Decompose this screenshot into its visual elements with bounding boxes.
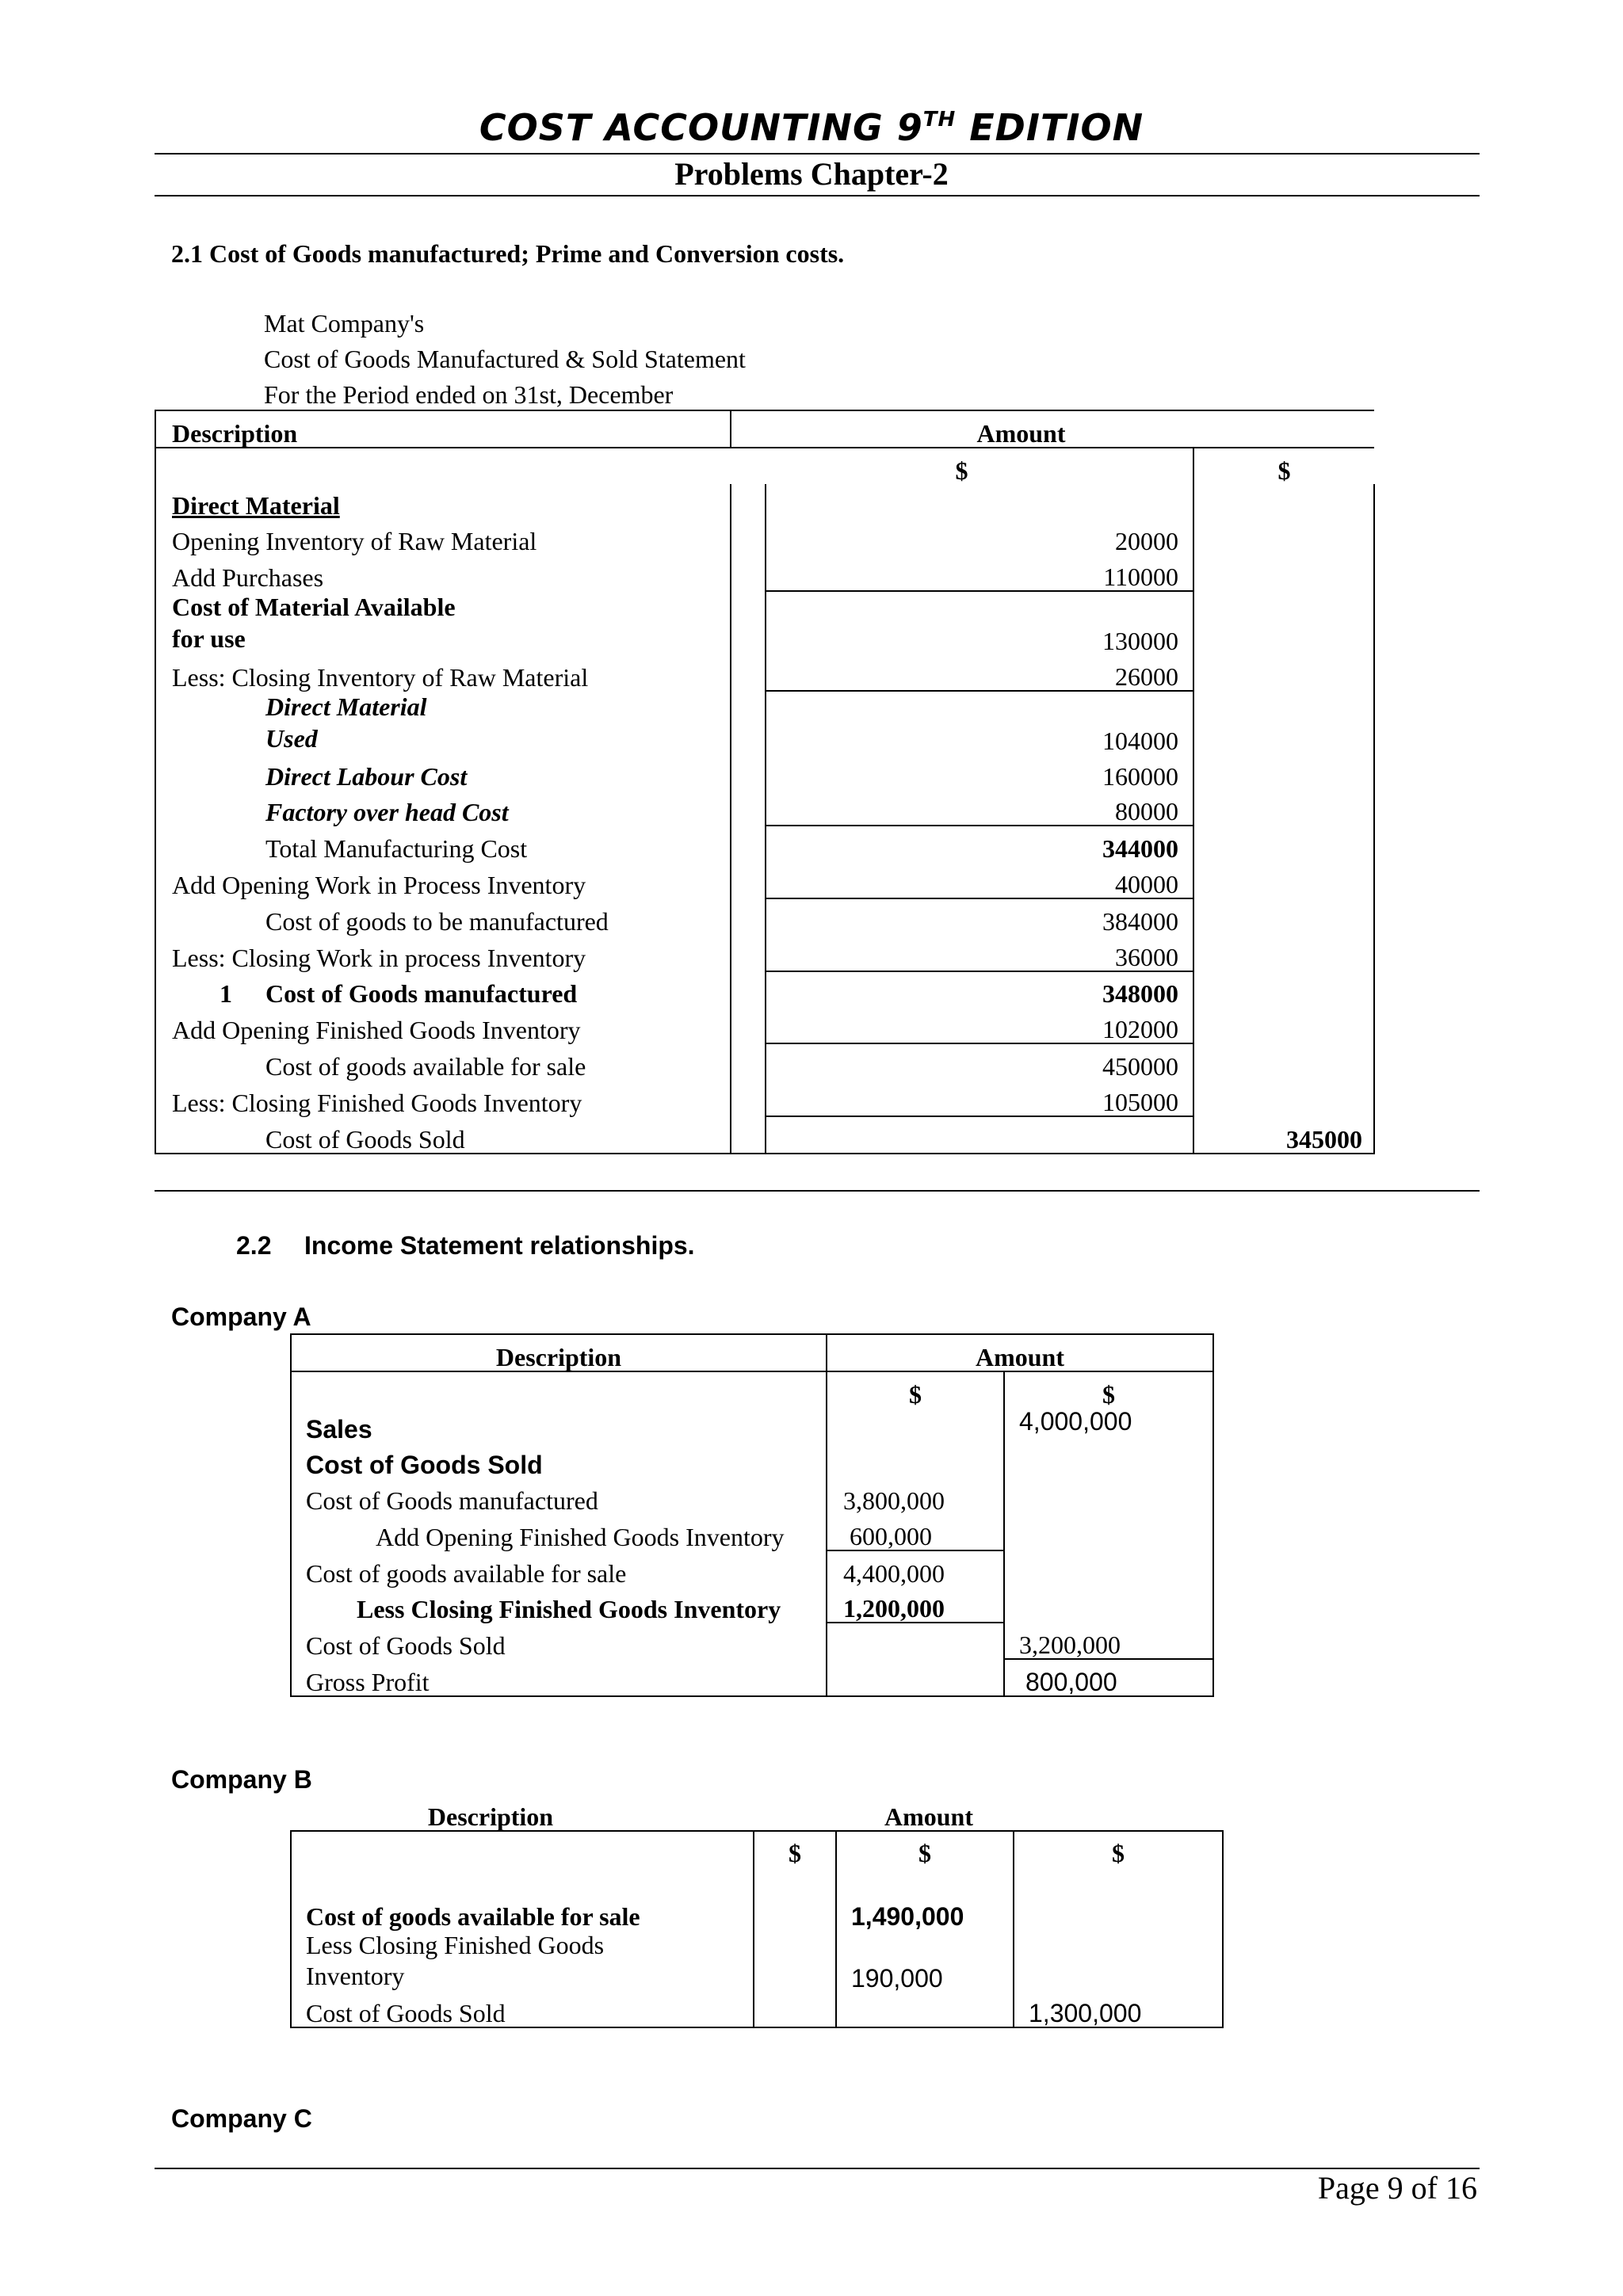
table-row: [155, 1007, 1374, 1043]
row-amount: 40000: [766, 862, 1193, 898]
row-label: Cost of Goods Sold: [155, 1116, 731, 1154]
row-label: Direct Labour Cost: [155, 754, 731, 790]
title-main: COST ACCOUNTING 9: [479, 106, 923, 149]
row-amount-a: 3,800,000: [827, 1478, 1004, 1514]
section-number: 2.2: [236, 1231, 272, 1260]
row-amount-a: 190,000: [836, 1930, 1014, 1992]
row-amount: 160000: [766, 754, 1193, 790]
row-amount: 450000: [766, 1043, 1193, 1080]
table-row: [155, 555, 1374, 591]
row-label: Add Purchases: [155, 555, 731, 591]
caption-company: Mat Company's: [264, 309, 425, 338]
row-label: Total Manufacturing Cost: [155, 826, 731, 862]
row-label-line1: Less Closing Finished Goods: [306, 1931, 605, 1959]
table-row: [291, 1659, 1213, 1696]
table-row: [291, 1587, 1213, 1623]
table-row: [155, 935, 1374, 971]
row-label: [155, 591, 731, 654]
row-amount: 102000: [766, 1007, 1193, 1043]
table-row: [155, 898, 1374, 935]
section-title: Income Statement relationships.: [304, 1231, 695, 1260]
row-amount-a: 1,200,000: [827, 1587, 1004, 1623]
row-label-line2: Inventory: [306, 1962, 405, 1990]
row-label: Cost of Goods manufactured: [291, 1478, 827, 1514]
row-label: Opening Inventory of Raw Material: [155, 519, 731, 555]
row-label: Factory over head Cost: [155, 790, 731, 826]
title-end: EDITION: [956, 106, 1144, 149]
row-label-line2: for use: [172, 624, 246, 653]
table-row: [155, 484, 1374, 520]
company-b-label: Company B: [171, 1765, 312, 1794]
row-label: Less: Closing Finished Goods Inventory: [155, 1080, 731, 1116]
row-amount: 130000: [766, 591, 1193, 654]
table-row: [291, 1867, 1223, 1930]
row-amount-b: 1,300,000: [1014, 1992, 1223, 2027]
row-label: Cost of goods available for sale: [155, 1043, 731, 1080]
row-amount-a: 600,000: [827, 1514, 1004, 1550]
row-amount-b: 4,000,000: [1004, 1408, 1213, 1444]
table-row: [155, 691, 1374, 754]
footer-rule: [155, 2168, 1480, 2169]
header-rule-top: [155, 153, 1480, 154]
row-label-line2: Used: [265, 723, 318, 753]
company-b-table: [290, 1797, 1224, 2028]
cogm-statement-table: [155, 410, 1375, 1154]
table-row: [291, 1408, 1213, 1444]
col-header-description: Description: [155, 410, 731, 448]
table-row: [155, 1116, 1374, 1154]
row-amount: 384000: [766, 898, 1193, 935]
caption-statement: Cost of Goods Manufactured & Sold Statement: [264, 345, 746, 373]
row-amount: 80000: [766, 790, 1193, 826]
currency-col-3: $: [1014, 1831, 1223, 1867]
row-label: Add Opening Finished Goods Inventory: [291, 1514, 827, 1550]
row-amount: 20000: [766, 519, 1193, 555]
row-label: Direct Material: [155, 484, 731, 520]
table-row: [155, 654, 1374, 691]
document-title: [0, 106, 1623, 149]
row-amount: 26000: [766, 654, 1193, 691]
row-label: Cost of goods available for sale: [291, 1550, 827, 1587]
row-label: Cost of goods available for sale: [291, 1867, 754, 1930]
row-amount-b: 3,200,000: [1004, 1623, 1213, 1659]
currency-col-1: $: [731, 448, 1193, 484]
table-row: [291, 1478, 1213, 1514]
row-amount-a: 4,400,000: [827, 1550, 1004, 1587]
company-c-label: Company C: [171, 2104, 312, 2133]
currency-col-2: $: [1004, 1371, 1213, 1408]
page-number: Page 9 of 16: [1317, 2170, 1477, 2206]
section-2-2-heading: [236, 1231, 695, 1261]
table-row: [155, 790, 1374, 826]
row-label: Less: Closing Inventory of Raw Material: [155, 654, 731, 691]
section-divider: [155, 1190, 1480, 1192]
table-row: [291, 1623, 1213, 1659]
table-row: [155, 826, 1374, 862]
table-row: [155, 519, 1374, 555]
row-amount: 104000: [766, 691, 1193, 754]
table-row: [291, 1992, 1223, 2027]
currency-col-1: $: [827, 1371, 1004, 1408]
currency-col-1: $: [754, 1831, 836, 1867]
section-2-1-heading: 2.1 Cost of Goods manufactured; Prime and Conversion costs.: [171, 239, 845, 268]
title-superscript: TH: [922, 108, 957, 132]
table-row: [291, 1443, 1213, 1478]
row-amount-b: 800,000: [1004, 1659, 1213, 1696]
table-row: [155, 862, 1374, 898]
currency-col-2: $: [836, 1831, 1014, 1867]
row-number: 1: [220, 979, 232, 1009]
row-total: 345000: [1193, 1116, 1374, 1154]
row-amount: 344000: [766, 826, 1193, 862]
amount-label: Amount: [976, 418, 1066, 448]
col-header-amount: Amount: [827, 1334, 1213, 1371]
table-row: [155, 971, 1374, 1008]
row-label: [155, 971, 731, 1008]
row-label: Sales: [291, 1408, 827, 1444]
table-row: [291, 1550, 1213, 1587]
chapter-subtitle: Problems Chapter-2: [674, 156, 949, 192]
company-a-label: Company A: [171, 1302, 311, 1331]
table-row: [155, 754, 1374, 790]
caption-period: For the Period ended on 31st, December: [264, 380, 674, 409]
col-header-description: Description: [291, 1334, 827, 1371]
row-label: Less: Closing Work in process Inventory: [155, 935, 731, 971]
row-label: [291, 1930, 754, 1992]
col-header-amount: [731, 410, 1374, 448]
row-amount: 348000: [766, 971, 1193, 1008]
row-amount: 110000: [766, 555, 1193, 591]
row-label-text: Cost of Goods manufactured: [265, 979, 578, 1009]
row-amount-a: 1,490,000: [836, 1867, 1014, 1930]
row-label: Cost of goods to be manufactured: [155, 898, 731, 935]
row-label-line1: Direct Material: [265, 692, 427, 721]
row-label: Cost of Goods Sold: [291, 1992, 754, 2027]
col-header-description: Description: [427, 1802, 554, 1831]
company-a-table: [290, 1333, 1214, 1697]
row-amount: 105000: [766, 1080, 1193, 1116]
row-label: [155, 691, 731, 754]
row-label: Less Closing Finished Goods Inventory: [291, 1587, 827, 1623]
row-label: Cost of Goods Sold: [291, 1623, 827, 1659]
row-label: Add Opening Finished Goods Inventory: [155, 1007, 731, 1043]
row-label: Add Opening Work in Process Inventory: [155, 862, 731, 898]
row-amount: 36000: [766, 935, 1193, 971]
col-header-amount: Amount: [884, 1802, 973, 1831]
table-row: [155, 1080, 1374, 1116]
table-row: [291, 1930, 1223, 1992]
currency-col-2: $: [1277, 456, 1291, 485]
table-row: [291, 1514, 1213, 1550]
header-rule-bottom: [155, 195, 1480, 196]
row-label: Cost of Goods Sold: [291, 1443, 827, 1478]
table-row: [155, 591, 1374, 654]
table-row: [155, 1043, 1374, 1080]
row-label-line1: Cost of Material Available: [172, 592, 456, 621]
row-label: Gross Profit: [291, 1659, 827, 1696]
